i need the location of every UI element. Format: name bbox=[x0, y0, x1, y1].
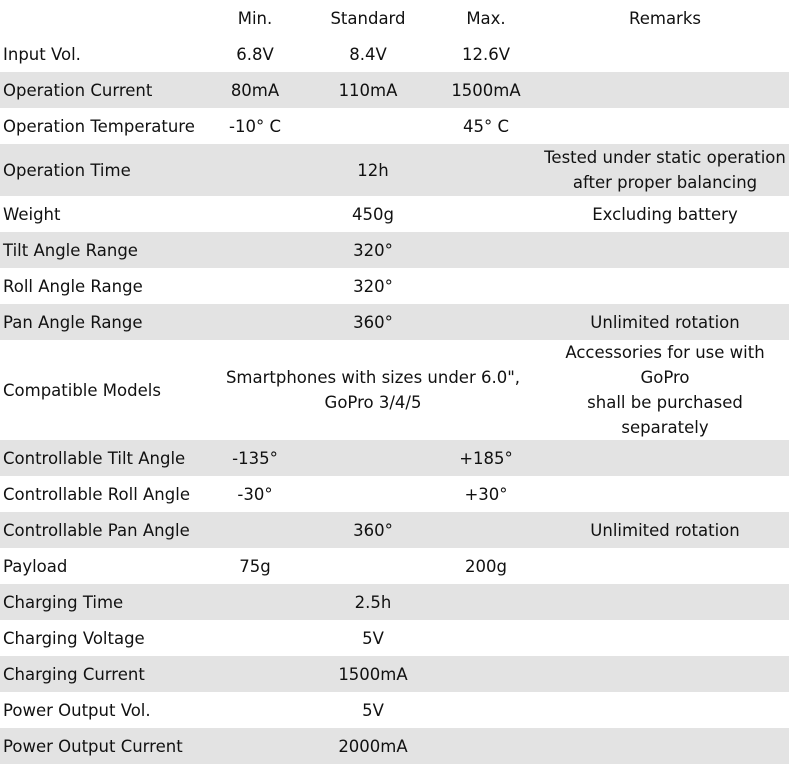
row-value: 450g bbox=[352, 204, 394, 224]
row-value: 360° bbox=[205, 512, 541, 548]
table-row bbox=[0, 728, 789, 764]
row-standard: 110mA bbox=[305, 72, 431, 108]
row-remarks-line: shall be purchased separately bbox=[587, 393, 743, 437]
table-row bbox=[0, 440, 789, 476]
row-remarks-line: after proper balancing bbox=[572, 173, 758, 192]
row-remarks bbox=[541, 340, 789, 440]
row-remarks bbox=[541, 144, 789, 196]
row-param: Operation Time bbox=[0, 144, 205, 196]
row-remarks: Unlimited rotation bbox=[541, 512, 789, 548]
row-param: Roll Angle Range bbox=[3, 276, 143, 296]
row-value: 1500mA bbox=[205, 656, 541, 692]
row-remarks bbox=[541, 108, 789, 144]
row-standard bbox=[305, 548, 431, 584]
row-min: -30° bbox=[237, 484, 273, 504]
header-row bbox=[0, 0, 789, 36]
header-max: Max. bbox=[466, 8, 506, 28]
table-row bbox=[0, 72, 789, 108]
row-value: 2000mA bbox=[205, 728, 541, 764]
row-param: Power Output Current bbox=[0, 728, 205, 764]
row-param: Controllable Tilt Angle bbox=[0, 440, 205, 476]
row-remarks bbox=[541, 620, 789, 656]
row-value: 320° bbox=[353, 276, 393, 296]
row-remarks bbox=[541, 268, 789, 304]
row-remarks bbox=[541, 548, 789, 584]
row-remarks bbox=[541, 72, 789, 108]
table-row bbox=[0, 232, 789, 268]
row-remarks bbox=[541, 232, 789, 268]
row-param: Weight bbox=[3, 204, 61, 224]
row-param: Charging Current bbox=[0, 656, 205, 692]
row-value bbox=[205, 340, 541, 440]
row-param: Controllable Roll Angle bbox=[3, 484, 190, 504]
row-param: Charging Time bbox=[0, 584, 205, 620]
header-remarks: Remarks bbox=[629, 8, 701, 28]
row-value: 12h bbox=[205, 144, 541, 196]
row-min: 6.8V bbox=[236, 44, 274, 64]
row-param: Operation Current bbox=[0, 72, 205, 108]
row-remarks bbox=[541, 584, 789, 620]
row-max: 45° C bbox=[462, 116, 509, 136]
row-min: 75g bbox=[239, 556, 271, 576]
row-remarks bbox=[541, 656, 789, 692]
row-remarks bbox=[541, 728, 789, 764]
table-row bbox=[0, 196, 789, 232]
table-row bbox=[0, 656, 789, 692]
row-min: -135° bbox=[205, 440, 305, 476]
row-value: 360° bbox=[205, 304, 541, 340]
row-min: 80mA bbox=[205, 72, 305, 108]
row-param: Operation Temperature bbox=[3, 116, 195, 136]
row-value-line: GoPro 3/4/5 bbox=[324, 393, 422, 412]
table-row bbox=[0, 476, 789, 512]
row-remarks bbox=[541, 692, 789, 728]
table-row bbox=[0, 144, 789, 196]
row-value: 320° bbox=[205, 232, 541, 268]
table-row bbox=[0, 340, 789, 440]
row-value-line: Smartphones with sizes under 6.0", bbox=[225, 368, 521, 387]
row-param: Controllable Pan Angle bbox=[0, 512, 205, 548]
row-param: Tilt Angle Range bbox=[0, 232, 205, 268]
row-min: -10° C bbox=[229, 116, 281, 136]
row-standard bbox=[305, 440, 431, 476]
row-max: +30° bbox=[464, 484, 508, 504]
table-row bbox=[0, 584, 789, 620]
row-standard: 8.4V bbox=[349, 44, 387, 64]
row-value: 5V bbox=[362, 628, 384, 648]
row-remarks: Unlimited rotation bbox=[541, 304, 789, 340]
row-value: 2.5h bbox=[205, 584, 541, 620]
row-remarks-line: Accessories for use with GoPro bbox=[565, 343, 765, 387]
header-min: Min. bbox=[237, 8, 273, 28]
row-param: Input Vol. bbox=[3, 44, 81, 64]
row-remarks: Excluding battery bbox=[592, 204, 738, 224]
table-row bbox=[0, 548, 789, 584]
table-row bbox=[0, 692, 789, 728]
row-max: 200g bbox=[465, 556, 507, 576]
row-remarks bbox=[541, 476, 789, 512]
header-standard: Standard bbox=[330, 8, 406, 28]
row-remarks bbox=[541, 440, 789, 476]
row-param: Power Output Vol. bbox=[3, 700, 151, 720]
row-param: Payload bbox=[3, 556, 68, 576]
row-max: 1500mA bbox=[431, 72, 541, 108]
table-row bbox=[0, 512, 789, 548]
row-standard bbox=[305, 476, 431, 512]
table-row bbox=[0, 304, 789, 340]
table-row bbox=[0, 620, 789, 656]
row-max: 12.6V bbox=[461, 44, 511, 64]
row-param: Charging Voltage bbox=[3, 628, 145, 648]
table-row bbox=[0, 36, 789, 72]
table-row bbox=[0, 268, 789, 304]
row-standard bbox=[305, 108, 431, 144]
row-remarks bbox=[541, 36, 789, 72]
row-param: Pan Angle Range bbox=[0, 304, 205, 340]
header-param bbox=[0, 0, 205, 36]
table-row bbox=[0, 108, 789, 144]
row-remarks-line: Tested under static operation bbox=[544, 148, 786, 167]
row-value: 5V bbox=[362, 700, 384, 720]
row-max: +185° bbox=[431, 440, 541, 476]
row-param: Compatible Models bbox=[3, 380, 161, 400]
